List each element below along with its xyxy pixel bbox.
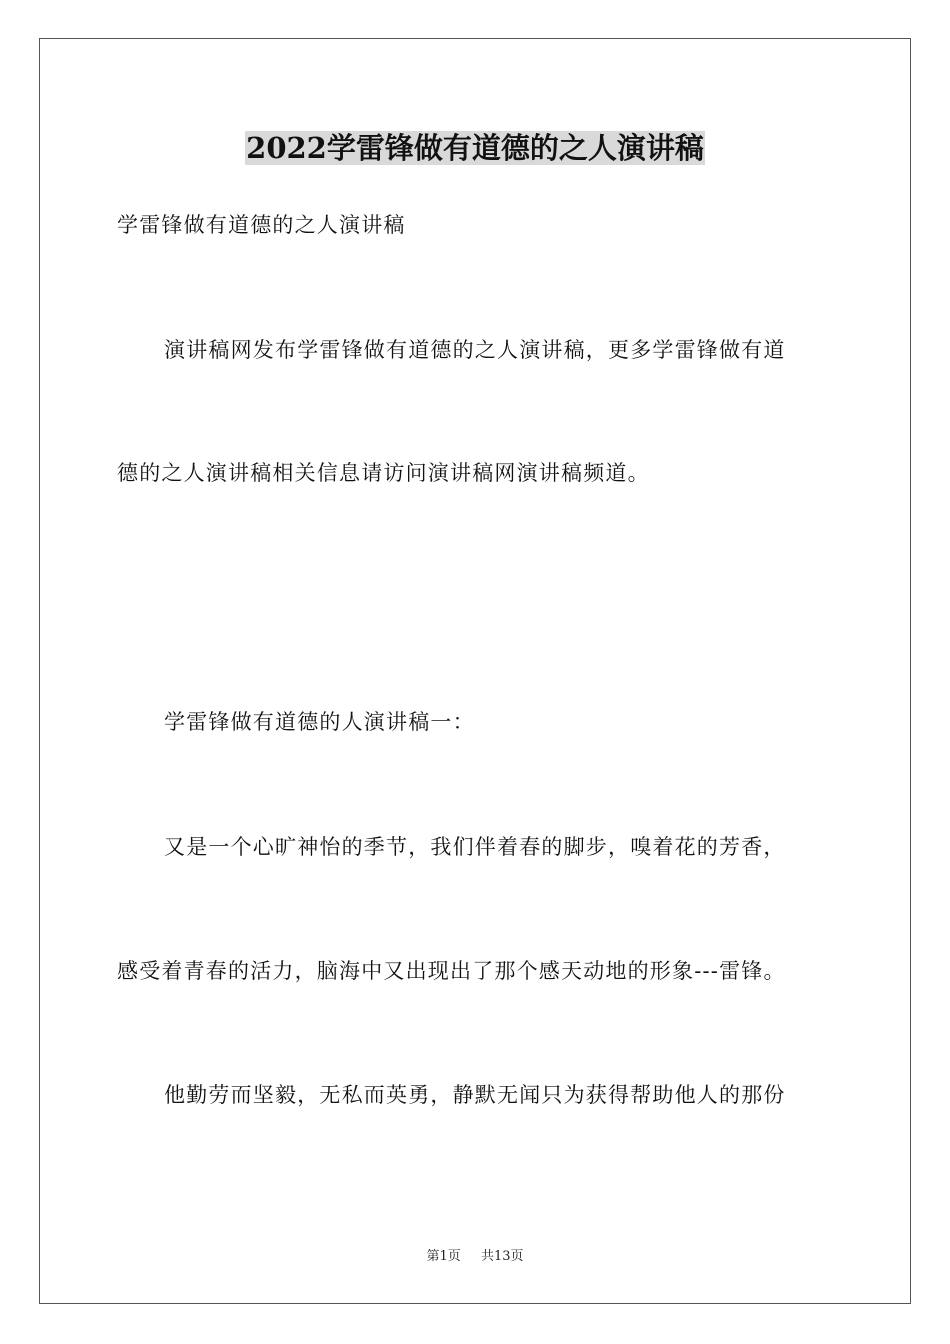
paragraph-line: 演讲稿网发布学雷锋做有道德的之人演讲稿，更多学雷锋做有道 — [164, 338, 786, 362]
document-title — [0, 128, 950, 168]
paragraph-line: 他勤劳而坚毅，无私而英勇，静默无闻只为获得帮助他人的那份 — [164, 1083, 786, 1107]
document-title-text: 2022学雷锋做有道德的之人演讲稿 — [246, 131, 704, 165]
section-heading: 学雷锋做有道德的人演讲稿一： — [164, 710, 475, 734]
paragraph-line: 又是一个心旷神怡的季节，我们伴着春的脚步，嗅着花的芳香， — [164, 835, 786, 859]
paragraph-line: 德的之人演讲稿相关信息请访问演讲稿网演讲稿频道。 — [117, 461, 650, 485]
paragraph-heading: 学雷锋做有道德的之人演讲稿 — [117, 213, 406, 237]
page-footer — [0, 1248, 950, 1266]
page-total: 共13页 — [480, 1249, 524, 1264]
paragraph-line: 感受着青春的活力，脑海中又出现出了那个感天动地的形象---雷锋。 — [117, 959, 786, 983]
page-number: 第1页 — [426, 1249, 461, 1264]
